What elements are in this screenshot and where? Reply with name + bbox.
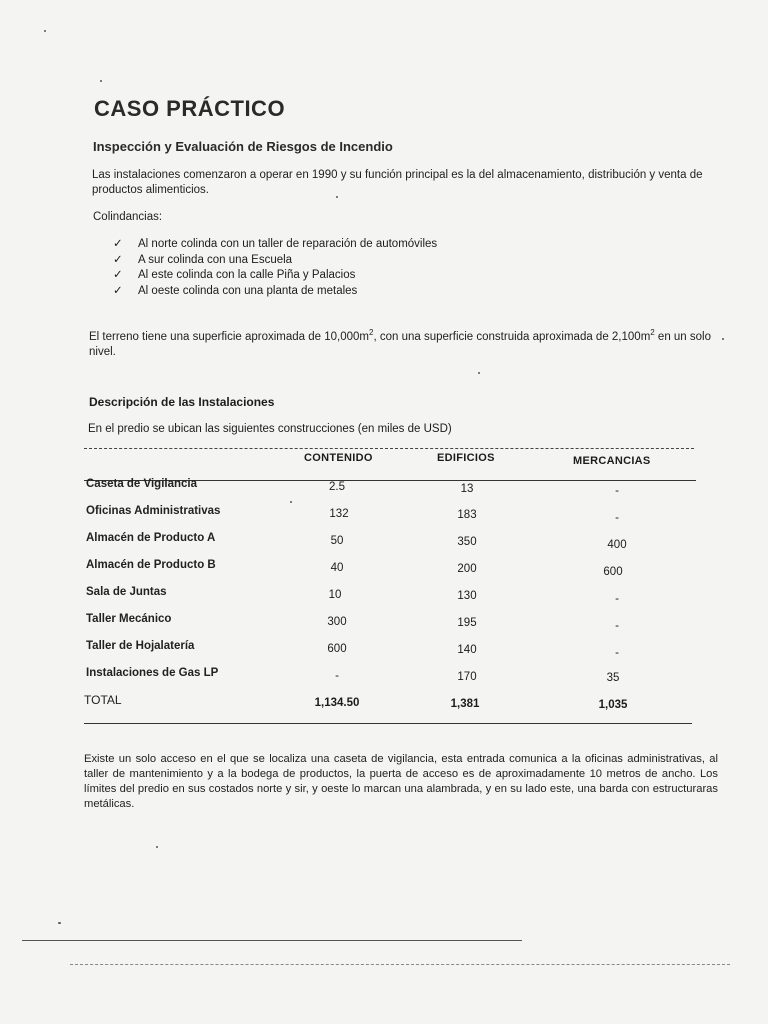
total-edificios: 1,381 bbox=[450, 698, 480, 710]
header-edificios: EDIFICIOS bbox=[437, 452, 495, 464]
cell-edificios: 350 bbox=[457, 536, 477, 548]
cell-contenido: 300 bbox=[327, 616, 347, 628]
cell-mercancias: - bbox=[615, 620, 619, 632]
cell-edificios: 170 bbox=[457, 671, 477, 683]
cell-edificios: 140 bbox=[457, 644, 477, 656]
cell-edificios: 183 bbox=[457, 509, 477, 521]
footer-rule bbox=[22, 940, 522, 941]
header-contenido: CONTENIDO bbox=[304, 452, 373, 464]
check-icon: ✓ bbox=[113, 284, 123, 297]
row-label: Taller Mecánico bbox=[86, 613, 172, 625]
list-item: ✓ A sur colinda con una Escuela bbox=[113, 253, 437, 269]
table-top-rule bbox=[84, 448, 694, 449]
row-label: Instalaciones de Gas LP bbox=[86, 667, 219, 679]
cell-contenido: 10 bbox=[328, 589, 342, 601]
total-label: TOTAL bbox=[84, 693, 122, 707]
cell-mercancias: 400 bbox=[607, 539, 627, 551]
cell-contenido: 132 bbox=[329, 508, 349, 520]
cell-contenido: - bbox=[335, 670, 339, 682]
cell-mercancias: 35 bbox=[606, 672, 620, 684]
footer-faint-rule bbox=[70, 964, 730, 965]
closing-paragraph: Existe un solo acceso en el que se localiza una caseta de vigilancia, esta entrada comunica a la oficinas administrativas, al taller de mantenimiento y a la bodega de productos, la puerta de acceso es de aproximadamente 10 metros de ancho. Los límites del predio en sus costados norte y sir, y oeste lo marcan una alambrada, y en su lado este, una barda con estructuraras metálicas. bbox=[84, 753, 718, 810]
cell-contenido: 40 bbox=[330, 562, 344, 574]
header-mercancias: MERCANCIAS bbox=[573, 455, 651, 467]
description-title: Descripción de las Instalaciones bbox=[89, 395, 275, 409]
cell-mercancias: 600 bbox=[603, 566, 623, 578]
list-item: ✓ Al oeste colinda con una planta de metales bbox=[113, 284, 437, 300]
total-mercancias: 1,035 bbox=[598, 699, 628, 711]
document-subtitle: Inspección y Evaluación de Riesgos de Incendio bbox=[93, 139, 393, 154]
check-icon: ✓ bbox=[113, 269, 123, 281]
cell-mercancias: - bbox=[615, 593, 619, 605]
total-contenido: 1,134.50 bbox=[314, 697, 360, 709]
document-title: CASO PRÁCTICO bbox=[94, 96, 286, 121]
cell-mercancias: - bbox=[615, 485, 619, 497]
cell-mercancias: - bbox=[615, 512, 619, 524]
cell-contenido: 2.5 bbox=[329, 481, 345, 493]
colindancias-list bbox=[113, 237, 437, 299]
intro-paragraph: Las instalaciones comenzaron a operar en 1990 y su función principal es la del almacenamiento, distribución y venta de productos alimenticios. bbox=[92, 169, 703, 196]
list-item: ✓ Al norte colinda con un taller de reparación de automóviles bbox=[113, 237, 437, 253]
row-label: Sala de Juntas bbox=[86, 586, 167, 598]
row-label: Caseta de Vigilancia bbox=[86, 478, 198, 490]
check-icon: ✓ bbox=[113, 253, 123, 266]
description-subtitle: En el predio se ubican las siguientes construcciones (en miles de USD) bbox=[88, 423, 452, 435]
cell-mercancias: - bbox=[615, 647, 619, 659]
cell-contenido: 600 bbox=[327, 643, 347, 655]
cell-edificios: 13 bbox=[460, 483, 474, 495]
colindancias-label: Colindancias: bbox=[93, 211, 163, 223]
row-label: Oficinas Administrativas bbox=[86, 505, 221, 517]
list-item: ✓ Al este colinda con la calle Piña y Palacios bbox=[113, 268, 437, 284]
row-label: Almacén de Producto B bbox=[86, 559, 216, 571]
terrain-paragraph: El terreno tiene una superficie aproximada de $10,000m^2$, con una superficie construida aproximada de $2,100m^2$ en un solo nivel. bbox=[89, 328, 711, 358]
cell-edificios: 195 bbox=[457, 617, 477, 629]
row-label: Taller de Hojalatería bbox=[86, 640, 195, 652]
row-label: Almacén de Producto A bbox=[86, 532, 216, 544]
cell-edificios: 200 bbox=[457, 563, 477, 575]
cell-edificios: 130 bbox=[457, 590, 477, 602]
table-bottom-rule bbox=[84, 723, 692, 724]
check-icon: ✓ bbox=[113, 238, 123, 250]
cell-contenido: 50 bbox=[330, 535, 344, 547]
